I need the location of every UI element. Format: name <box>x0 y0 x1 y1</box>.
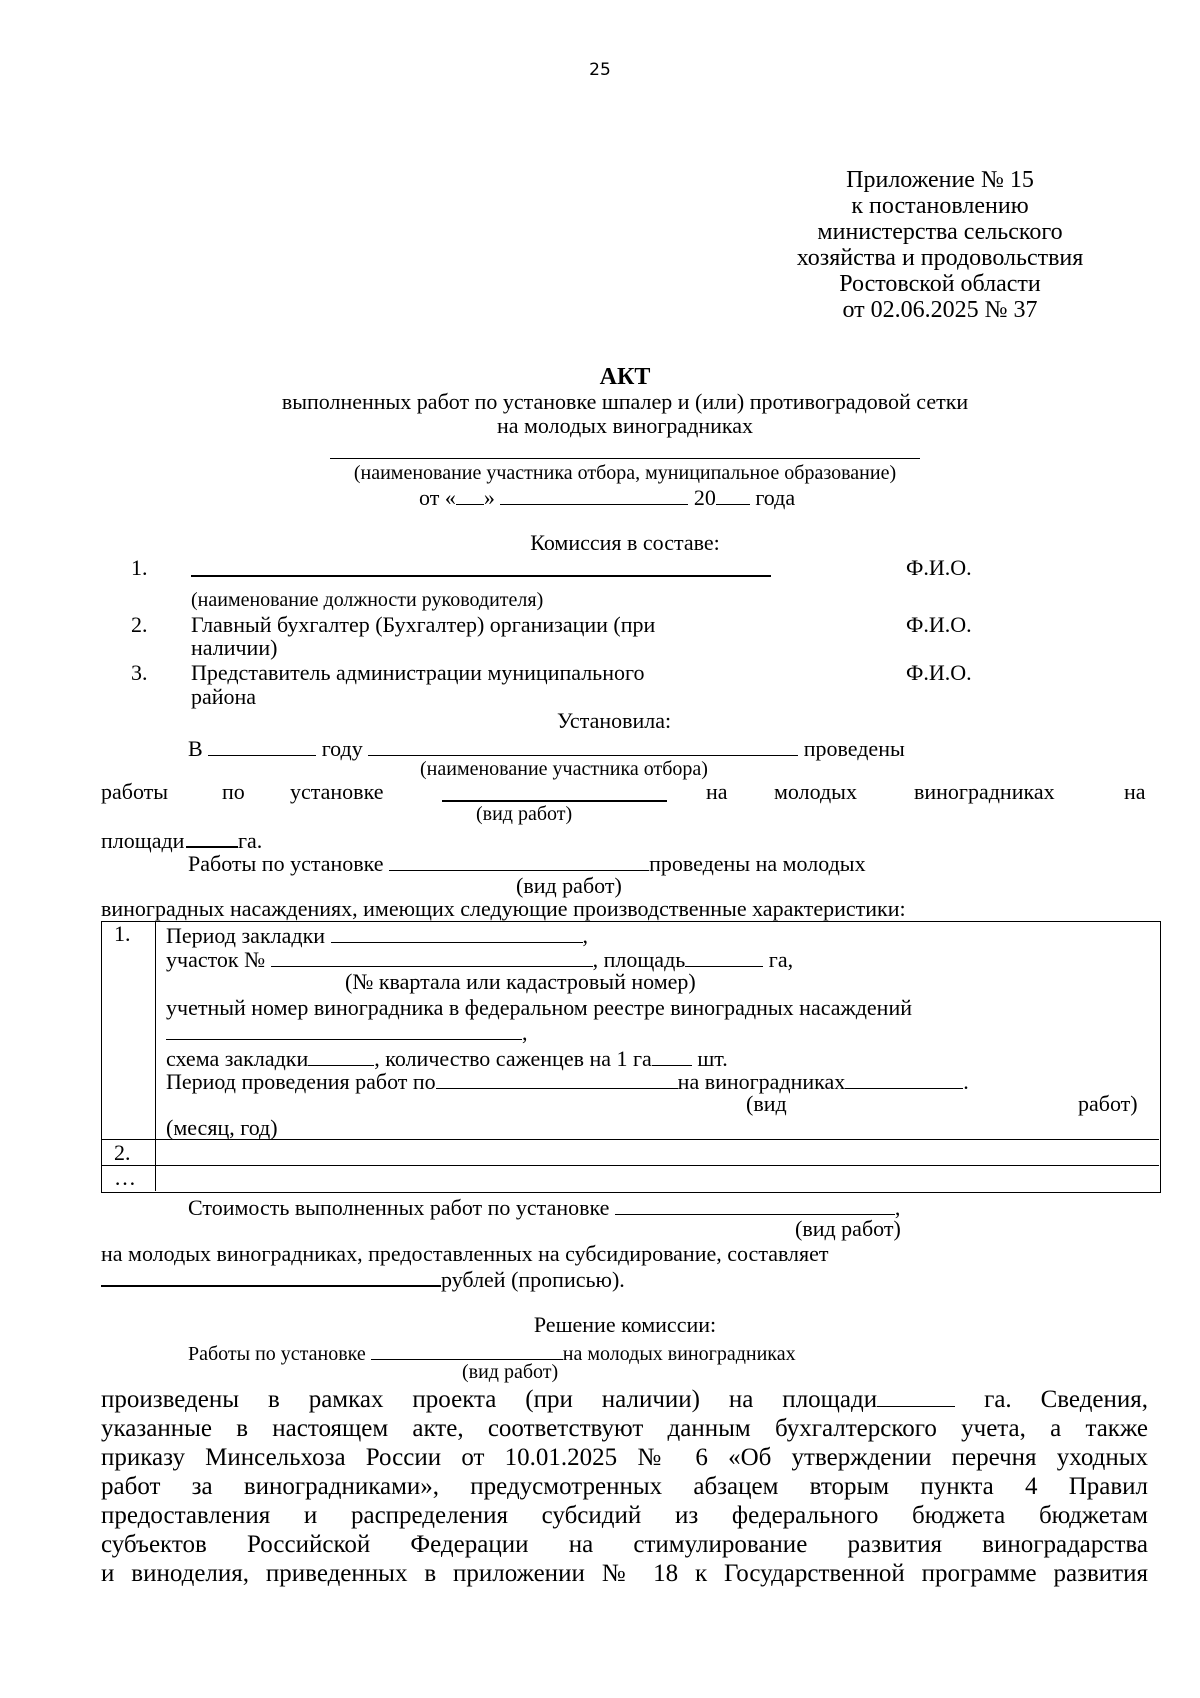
rubles-label: рублей (прописью). <box>441 1267 625 1292</box>
commission-heading: Комиссия в составе: <box>530 530 720 555</box>
member-1-line <box>191 575 771 577</box>
month-blank <box>500 484 688 505</box>
registry-blank <box>166 1019 522 1040</box>
year-blank <box>208 735 316 756</box>
area-blank <box>877 1386 955 1407</box>
act-subtitle-2: на молодых виноградниках <box>496 413 754 438</box>
word-year: году <box>321 736 363 761</box>
member-fio: Ф.И.О. <box>906 555 972 580</box>
scheme-blank <box>308 1045 374 1066</box>
works-word: на <box>706 779 728 804</box>
participant-line <box>330 458 920 459</box>
member-fio: Ф.И.О. <box>906 660 972 685</box>
header-line: к постановлению <box>851 193 1029 219</box>
table-planting-period <box>166 922 588 948</box>
decision-paragraph-line: работ за виноградниками», предусмотренных абзацем вторым пункта 4 Правил <box>101 1473 1148 1500</box>
area-unit: га. <box>237 828 263 853</box>
works-word: работы <box>101 779 169 804</box>
appendix-header <box>780 167 1100 323</box>
header-line: министерства сельского <box>817 219 1063 245</box>
rubles-line <box>101 1265 625 1292</box>
area-prefix: площади <box>101 828 185 853</box>
dot: . <box>963 1069 969 1094</box>
area-blank <box>685 946 763 967</box>
member-num: 3. <box>131 660 148 685</box>
table-row-divider <box>101 1165 1159 1166</box>
table-row-num: 1. <box>114 921 131 946</box>
works-word: по <box>222 779 245 804</box>
word-conducted: проведены <box>803 736 905 761</box>
area-blank <box>186 826 238 848</box>
established-heading: Установила: <box>557 708 672 733</box>
act-date <box>419 484 795 510</box>
member-text: Представитель администрации муниципального <box>191 660 645 685</box>
works-suffix: на молодых виноградниках <box>562 1343 796 1365</box>
planting-period-blank <box>331 922 583 943</box>
work-type-caption: (вид работ) <box>476 803 573 825</box>
registry-blank-line <box>166 1019 528 1045</box>
plot-blank <box>271 946 593 967</box>
period-blank <box>436 1068 678 1089</box>
work-type-blank <box>389 850 649 871</box>
member-caption: (наименование должности руководителя) <box>191 589 544 611</box>
seedlings-label: , количество саженцев на 1 га <box>374 1046 652 1071</box>
work-type-caption: (вид работ) <box>795 1216 901 1241</box>
work-type-line <box>442 800 667 802</box>
rubles-blank <box>101 1265 441 1287</box>
header-line: Приложение № 15 <box>846 167 1034 193</box>
date-year: 20 <box>693 485 716 510</box>
works-word: установке <box>290 779 384 804</box>
decision-paragraph-line: приказу Минсельхоза России от 10.01.2025 № 6 «Об утверждении перечня уходных <box>101 1444 1148 1471</box>
member-text: наличии) <box>191 635 278 660</box>
plot-caption: (№ квартала или кадастровый номер) <box>345 969 696 994</box>
caption-vid: (вид <box>746 1091 787 1116</box>
para-text: произведены в рамках проекта (при наличии) на площади <box>101 1386 878 1413</box>
participant-blank <box>368 735 798 756</box>
comma: , <box>522 1020 528 1045</box>
decision-heading: Решение комиссии: <box>533 1312 717 1337</box>
characteristics-text: виноградных насаждениях, имеющих следующие производственные характеристики: <box>101 896 906 921</box>
vineyards-blank <box>845 1068 963 1089</box>
comma: , <box>894 1195 901 1220</box>
plot-label: участок № <box>166 947 266 972</box>
month-year-caption: (месяц, год) <box>166 1115 278 1140</box>
date-prefix: от « <box>419 485 456 510</box>
work-type-caption: (вид работ) <box>462 1361 559 1383</box>
works-word: виноградниках <box>914 779 1055 804</box>
cost-line-2: на молодых виноградниках, предоставленных на субсидирование, составляет <box>101 1241 829 1266</box>
member-num: 1. <box>131 555 148 580</box>
para-text: га. Сведения, <box>984 1386 1149 1413</box>
page-number: 25 <box>589 60 611 80</box>
table-col-divider <box>155 921 156 1191</box>
caption-rabot: работ) <box>1078 1091 1138 1116</box>
table-row-num: 2. <box>114 1140 131 1165</box>
member-text: района <box>191 684 257 709</box>
registry-text: учетный номер виноградника в федеральном реестре виноградных насаждений <box>166 995 912 1020</box>
area-label: , площадь <box>592 947 686 972</box>
seedlings-unit: шт. <box>697 1046 728 1071</box>
works2-prefix: Работы по установке <box>188 851 384 876</box>
day-blank <box>456 484 484 505</box>
header-line: от 02.06.2025 № 37 <box>842 297 1038 323</box>
participant-caption: (наименование участника отбора, муниципальное образование) <box>353 462 897 484</box>
header-line: Ростовской области <box>839 271 1041 297</box>
year-blank <box>716 484 750 505</box>
works-word: на <box>1124 779 1146 804</box>
works-word: молодых <box>774 779 857 804</box>
decision-paragraph-line: указанные в настоящем акте, соответствуют данным бухгалтерского учета, а также <box>101 1415 1148 1442</box>
act-subtitle: выполненных работ по установке шпалер и (или) противоградовой сетки <box>281 389 969 414</box>
period-work-label: Период проведения работ по <box>166 1069 436 1094</box>
header-line: хозяйства и продовольствия <box>796 245 1084 271</box>
comma: , <box>582 923 589 948</box>
planting-period-label: Период закладки <box>166 923 326 948</box>
decision-paragraph-line: и виноделия, приведенных в приложении № 18 к Государственной программе развития <box>101 1560 1148 1587</box>
cost-line <box>188 1194 900 1220</box>
date-mid: » <box>483 485 495 510</box>
cost-prefix: Стоимость выполненных работ по установке <box>188 1195 610 1220</box>
scheme-label: схема закладки <box>166 1046 309 1071</box>
decision-paragraph-line: субъектов Российской Федерации на стимулирование развития виноградарства <box>101 1531 1148 1558</box>
works-prefix: Работы по установке <box>188 1343 366 1365</box>
member-num: 2. <box>131 612 148 637</box>
date-suffix: года <box>755 485 796 510</box>
works2-suffix: проведены на молодых <box>649 851 866 876</box>
work-type-blank <box>371 1339 563 1360</box>
member-fio: Ф.И.О. <box>906 612 972 637</box>
table-row-num: … <box>114 1165 136 1190</box>
decision-paragraph-line <box>101 1386 1148 1414</box>
area-line <box>101 826 262 853</box>
member-text: Главный бухгалтер (Бухгалтер) организации (при <box>191 612 656 637</box>
participant-caption: (наименование участника отбора) <box>420 758 708 780</box>
on-vineyards: на виноградниках <box>677 1069 846 1094</box>
decision-paragraph-line: предоставления и распределения субсидий из федерального бюджета бюджетам <box>101 1502 1148 1529</box>
work-type-caption: (вид работ) <box>516 873 622 898</box>
work-type-blank <box>615 1194 895 1215</box>
act-title: АКТ <box>599 364 651 390</box>
seedlings-blank <box>652 1045 692 1066</box>
period-work-line <box>166 1068 969 1094</box>
area-unit: га, <box>768 947 794 972</box>
word-in: В <box>188 736 203 761</box>
